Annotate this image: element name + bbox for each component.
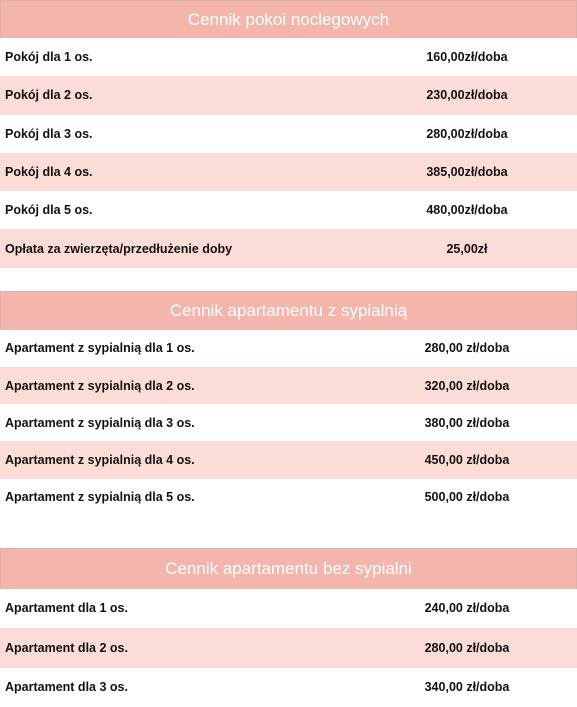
row-name: Apartament dla 1 os. — [5, 601, 128, 616]
row-price: 240,00 zł/doba — [424, 601, 510, 616]
row-name: Apartament dla 2 os. — [5, 640, 128, 655]
table-row — [0, 367, 577, 404]
row-price: 280,00zł/doba — [426, 126, 508, 141]
table-row — [0, 76, 577, 114]
table-row — [0, 589, 577, 629]
table-row — [0, 668, 577, 707]
row-price: 160,00zł/doba — [426, 50, 508, 65]
row-name: Pokój dla 1 os. — [5, 50, 93, 65]
row-price: 320,00 zł/doba — [424, 378, 510, 393]
price-table-rooms — [0, 0, 577, 268]
row-price: 500,00 zł/doba — [424, 490, 510, 505]
table-title: Cennik apartamentu bez sypialni — [0, 548, 577, 589]
table-row — [0, 404, 577, 441]
row-price: 340,00 zł/doba — [424, 680, 510, 695]
table-row — [0, 479, 577, 516]
table-row — [0, 229, 577, 267]
row-name: Pokój dla 3 os. — [5, 126, 93, 141]
row-name: Pokój dla 4 os. — [5, 165, 93, 180]
row-name: Apartament z sypialnią dla 4 os. — [5, 452, 195, 467]
price-table-apartment-without-bedroom — [0, 548, 577, 707]
row-price: 25,00zł — [446, 241, 488, 256]
table-row — [0, 38, 577, 76]
row-price: 280,00 zł/doba — [424, 640, 510, 655]
row-price: 385,00zł/doba — [426, 165, 508, 180]
row-name: Apartament dla 3 os. — [5, 680, 128, 695]
row-price: 450,00 zł/doba — [424, 452, 510, 467]
row-name: Apartament z sypialnią dla 1 os. — [5, 341, 195, 356]
table-title: Cennik pokoi noclegowych — [0, 0, 577, 38]
price-table-apartment-with-bedroom — [0, 291, 577, 516]
row-name: Opłata za zwierzęta/przedłużenie doby — [5, 241, 233, 256]
row-price: 280,00 zł/doba — [424, 341, 510, 356]
row-price: 230,00zł/doba — [426, 88, 508, 103]
table-row — [0, 153, 577, 191]
table-row — [0, 115, 577, 153]
table-row — [0, 330, 577, 367]
row-name: Apartament z sypialnią dla 2 os. — [5, 378, 195, 393]
row-name: Apartament z sypialnią dla 5 os. — [5, 490, 195, 505]
table-row — [0, 441, 577, 478]
row-name: Pokój dla 5 os. — [5, 203, 93, 218]
table-row — [0, 628, 577, 668]
row-name: Pokój dla 2 os. — [5, 88, 93, 103]
table-row — [0, 191, 577, 229]
row-price: 480,00zł/doba — [426, 203, 508, 218]
row-name: Apartament z sypialnią dla 3 os. — [5, 415, 195, 430]
table-title: Cennik apartamentu z sypialnią — [0, 291, 577, 330]
row-price: 380,00 zł/doba — [424, 415, 510, 430]
